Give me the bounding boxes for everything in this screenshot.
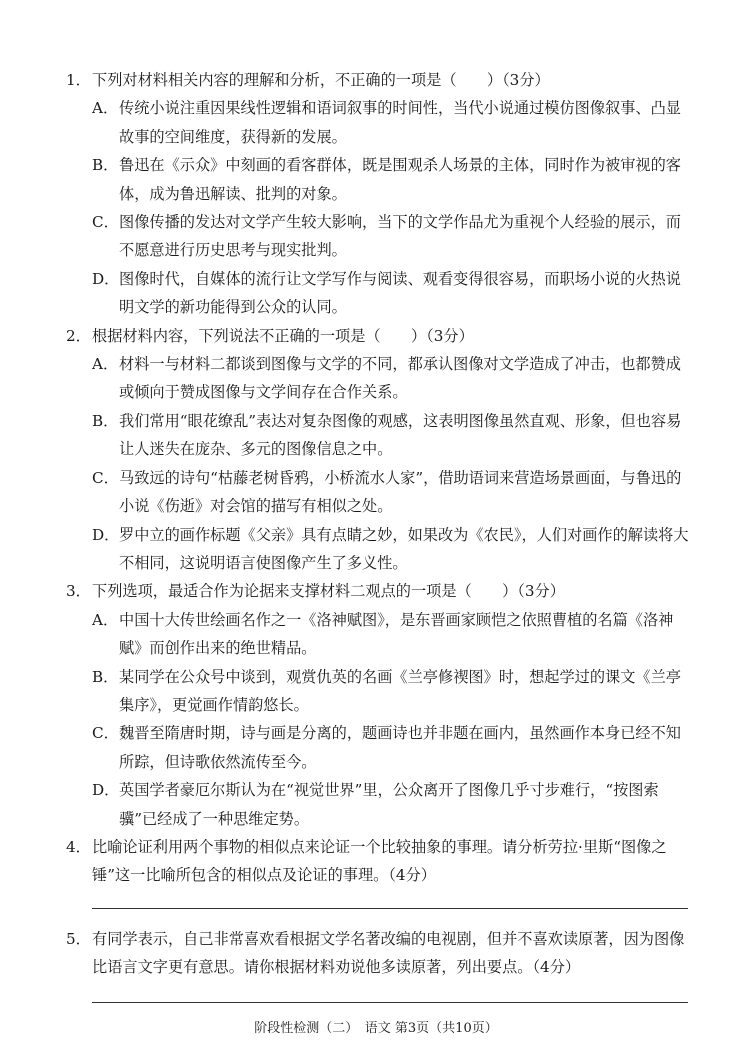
option-c [66,208,696,265]
option-b [66,663,696,720]
option-c [66,719,696,776]
option-letter: A． [92,99,119,118]
option-d [66,776,696,833]
option-a [66,94,696,151]
option-letter: A． [92,610,119,629]
question-4 [66,833,696,909]
option-letter: D． [92,269,120,288]
option-b [66,151,696,208]
option-letter: C． [92,724,119,743]
answer-line[interactable] [92,908,688,909]
option-text: 魏晋至隋唐时期，诗与画是分离的，题画诗也并非题在画内，虽然画作本身已经不知所踪，但诗歌依然流传至今。 [119,724,681,771]
option-text: 图像时代，自媒体的流行让文学写作与阅读、观看变得很容易，而职场小说的火热说明文学的新功能得到公众的认同。 [119,269,681,317]
option-letter: B． [92,411,119,430]
question-number: 3． [66,582,91,601]
option-text: 中国十大传世绘画名作之一《洛神赋图》，是东晋画家顾恺之依照曹植的名篇《洛神赋》而创作出来的绝世精品。 [119,610,674,658]
question-number: 5． [66,929,91,948]
option-text: 鲁迅在《示众》中刻画的看客群体，既是围观杀人场景的主体，同时作为被审视的客体，成为鲁迅解读、批判的对象。 [119,156,681,203]
answer-line[interactable] [92,1002,688,1003]
option-letter: B． [92,667,119,686]
question-stem [66,833,696,890]
option-a [66,350,696,407]
option-text: 传统小说注重因果线性逻辑和语词叙事的时间性，当代小说通过模仿图像叙事、凸显故事的空间维度，获得新的发展。 [119,99,681,146]
question-number: 2． [66,326,91,345]
option-text: 我们常用“眼花缭乱”表达对复杂图像的观感，这表明图像虽然直观、形象，但也容易让人迷失在庞杂、多元的图像信息之中。 [119,411,682,459]
option-text: 某同学在公众号中谈到，观赏仇英的名画《兰亭修禊图》时，想起学过的课文《兰亭集序》，更觉画作情韵悠长。 [119,667,681,714]
option-d [66,265,696,322]
option-c [66,464,696,521]
option-letter: D． [92,781,120,800]
option-text: 图像传播的发达对文学产生较大影响，当下的文学作品尤为重视个人经验的展示，而不愿意进行历史思考与现实批判。 [119,213,681,260]
option-letter: A． [92,355,119,374]
question-stem [66,66,696,94]
question-3 [66,577,696,833]
option-letter: B． [92,156,119,175]
option-letter: C． [92,213,119,232]
option-text: 材料一与材料二都谈到图像与文学的不同，都承认图像对文学造成了冲击，也都赞成或倾向于赞成图像与文学间存在合作关系。 [119,355,681,402]
question-text: 根据材料内容，下列说法不正确的一项是（ ）（3分） [92,326,474,345]
option-letter: D． [92,525,120,544]
option-letter: C． [92,468,119,487]
option-d [66,521,696,578]
question-number: 1． [66,71,91,89]
question-text: 比喻论证利用两个事物的相似点来论证一个比较抽象的事理。请分析劳拉·里斯“图像之锤”这一比喻所包含的相似点及论证的事理。（4分） [92,837,667,885]
option-text: 罗中立的画作标题《父亲》具有点睛之妙，如果改为《农民》，人们对画作的解读将大不相同，这说明语言使图像产生了多义性。 [119,525,689,572]
question-text: 有同学表示，自己非常喜欢看根据文学名著改编的电视剧，但并不喜欢读原著，因为图像比语言文字更有意思。请你根据材料劝说他多读原著，列出要点。（4分） [92,929,685,977]
question-stem [66,925,696,982]
question-text: 下列选项，最适合作为论据来支撑材料二观点的一项是（ ）（3分） [92,582,565,601]
question-stem [66,322,696,350]
page-footer: 阶段性检测（二） 语文 第3页（共10页） [254,1021,498,1036]
question-1 [66,66,696,322]
question-list [66,66,696,1003]
question-2 [66,322,696,578]
question-5 [66,925,696,1003]
option-text: 英国学者豪厄尔斯认为在“视觉世界”里，公众离开了图像几乎寸步难行，“按图索骥”已经成了一种思维定势。 [119,781,659,828]
question-number: 4． [66,837,91,856]
option-a [66,606,696,663]
question-text: 下列对材料相关内容的理解和分析，不正确的一项是（ ）（3分） [92,71,550,89]
question-stem [66,577,696,605]
option-b [66,407,696,464]
option-text: 马致远的诗句“枯藤老树昏鸦，小桥流水人家”，借助语词来营造场景画面，与鲁迅的小说《伤逝》对会馆的描写有相似之处。 [119,468,682,516]
